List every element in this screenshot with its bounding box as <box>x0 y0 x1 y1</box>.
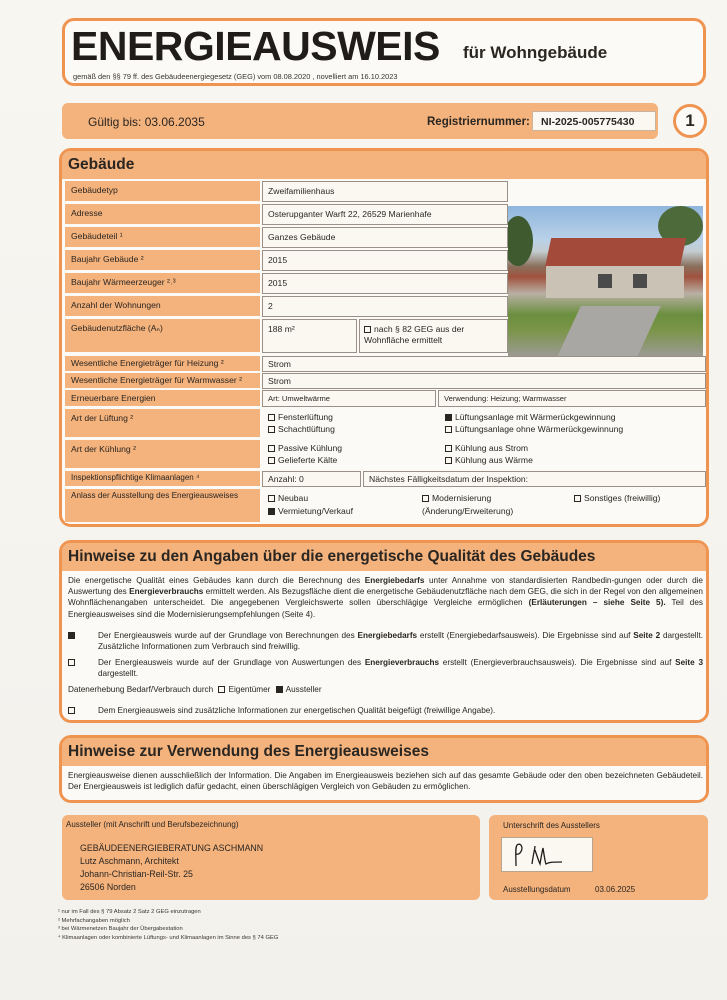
row-cooling <box>65 440 706 469</box>
issue-date: 03.06.2025 <box>595 885 636 894</box>
issuer-label: Aussteller (mit Anschrift und Berufsbezeichnung) <box>66 820 239 829</box>
row-usable-area <box>65 319 508 353</box>
hotwater-carrier-value: Strom <box>262 373 706 389</box>
document-subtitle: für Wohngebäude <box>463 43 608 62</box>
heater-year-label: Baujahr Wärmeerzeuger ²˒³ <box>65 273 260 294</box>
usage-notes-section <box>59 735 709 803</box>
apartments-label: Anzahl der Wohnungen <box>65 296 260 317</box>
owner-label: Eigentümer <box>228 685 271 694</box>
cooling-label: Art der Kühlung ² <box>65 440 260 469</box>
renewables-type: Art: Umweltwärme <box>262 390 436 407</box>
building-part-value: Ganzes Gebäude <box>262 227 508 248</box>
issuer-label: Aussteller <box>285 685 322 694</box>
heating-carrier-label: Wesentliche Energieträger für Heizung ² <box>65 356 260 372</box>
address-label: Adresse <box>65 204 260 225</box>
issue-date-label: Ausstellungsdatum <box>503 885 571 894</box>
issuer-company: GEBÄUDEENERGIEBERATUNG ASCHMANN <box>80 843 264 853</box>
usage-notes-text: Energieausweise dienen ausschließlich der Information. Die Angaben im Energieausweis beziehen sich auf das gesamte Gebäude oder den oben bezeichneten Gebäudeteil. Der Energieausweis ist lediglich dafür gedacht, einen überschlägigen Vergleich von Gebäuden zu ermöglichen. <box>68 771 703 792</box>
usable-area-method <box>359 319 508 353</box>
apartments-value: 2 <box>262 296 508 317</box>
footnote-3: ³ bei Wärmenetzen Baujahr der Übergabestation <box>58 926 183 933</box>
row-renewables <box>65 390 706 407</box>
issuer-name: Lutz Aschmann, Architekt <box>80 856 179 866</box>
additional-info-checkbox[interactable] <box>68 707 75 714</box>
vent-option-shaft[interactable]: Schachtlüftung <box>268 424 335 434</box>
footnote-1: ¹ nur im Fall des § 79 Absatz 2 Satz 2 GEG einzutragen <box>58 909 201 915</box>
reason-new-build[interactable]: Neubau <box>268 493 308 503</box>
cool-option-passive[interactable]: Passive Kühlung <box>268 443 342 453</box>
renewables-use: Verwendung: Heizung; Warmwasser <box>438 390 706 407</box>
ventilation-label: Art der Lüftung ² <box>65 409 260 438</box>
legal-basis: gemäß den §§ 79 ff. des Gebäudeenergiegesetz (GEG) vom 08.08.2020 , novelliert am 16.10.2023 <box>73 72 398 81</box>
reason-modernization[interactable]: Modernisierung <box>422 493 491 503</box>
energy-quality-notes-section: Hinweise zu den Angaben über die energetische Qualität des Gebäudes Die energetische Qualität eines Gebäudes kann durch die Berechnung des Energiebedarfs unter Annahme von standardisierten Randbedin-gungen oder durch die Auswertung des Energieverbrauchs ermittelt werden. Als Bezugsfläche dient die energetische Gebäudenutzfläche nach dem GEG, die sich in der Regel von den allgemeinen Wohnflächenangaben unterscheidet. Die angegebenen Vergleichswerte sollen überschlägige Vergleiche ermöglichen (Erläuterungen – siehe Seite 5). Teil des Energieausweises sind die Modernisierungsempfehlungen (Seite 4). Der Energieausweis wurde auf der Grundlage von Berechnungen des Energiebedarfs erstellt (Energiebedarfsausweis). Die Ergebnisse sind auf Seite 2 dargestellt. Zusätzliche Informationen zum Verbrauch sind freiwillig. Der Energieausweis wurde auf der Grundlage von Auswertungen des Energieverbrauchs erstellt (Energieverbrauchsausweis). Die Ergebnisse sind auf Seite 3 dargestellt. Datenerhebung Bedarf/Verbrauch durch Eigentümer Aussteller Dem Energieausweis sind zusätzliche Informationen zur energetischen Qualität beigefügt (freiwillige Angabe). <box>59 540 709 723</box>
registration-label: Registriernummer: <box>427 116 530 128</box>
registration-number: NI-2025-005775430 <box>532 111 656 131</box>
document-title: ENERGIEAUSWEIS <box>71 23 440 69</box>
reason-other[interactable]: Sonstiges (freiwillig) <box>574 493 660 503</box>
construction-year-value: 2015 <box>262 250 508 271</box>
issue-reason-label: Anlass der Ausstellung des Energieausweises <box>65 489 260 523</box>
area-method-text: nach § 82 GEG aus der Wohnfläche ermittelt <box>364 324 465 345</box>
reason-rent-sale[interactable]: Vermietung/Verkauf <box>268 506 353 516</box>
row-apartments <box>65 296 508 317</box>
vent-option-heat-recovery[interactable]: Lüftungsanlage mit Wärmerückgewinnung <box>445 412 616 422</box>
cool-option-heat[interactable]: Kühlung aus Wärme <box>445 455 533 465</box>
vent-option-no-recovery[interactable]: Lüftungsanlage ohne Wärmerückgewinnung <box>445 424 623 434</box>
owner-checkbox[interactable] <box>218 686 225 693</box>
ac-count: Anzahl: 0 <box>262 471 361 487</box>
cool-option-delivered[interactable]: Gelieferte Kälte <box>268 455 337 465</box>
heater-year-value: 2015 <box>262 273 508 294</box>
issuer-city: 26506 Norden <box>80 882 136 892</box>
data-collection-row <box>68 684 322 695</box>
construction-year-label: Baujahr Gebäude ² <box>65 250 260 271</box>
demand-based-checkbox[interactable] <box>68 632 75 639</box>
row-issue-reason <box>65 489 706 523</box>
cool-option-electric[interactable]: Kühlung aus Strom <box>445 443 528 453</box>
issuer-box <box>62 815 480 900</box>
row-construction-year <box>65 250 508 271</box>
handwritten-signature <box>502 838 594 873</box>
row-building-type <box>65 181 508 202</box>
signature-box <box>489 815 708 900</box>
building-type-label: Gebäudetyp <box>65 181 260 202</box>
row-air-conditioning <box>65 471 706 487</box>
energy-quality-notes-heading: Hinweise zu den Angaben über die energetische Qualität des Gebäudes <box>62 543 706 571</box>
usage-notes-heading: Hinweise zur Verwendung des Energieausweises <box>62 738 706 766</box>
row-building-part <box>65 227 508 248</box>
hotwater-carrier-label: Wesentliche Energieträger für Warmwasser ² <box>65 373 260 389</box>
consumption-based-checkbox[interactable] <box>68 659 75 666</box>
building-part-label: Gebäudeteil ¹ <box>65 227 260 248</box>
renewables-label: Erneuerbare Energien <box>65 390 260 407</box>
issuer-checkbox[interactable] <box>276 686 283 693</box>
energy-quality-intro: Die energetische Qualität eines Gebäudes kann durch die Berechnung des Energiebedarfs unter Annahme von standardisierten Randbedin-gungen oder durch die Auswertung des Energieverbrauchs ermittelt werden. Als Bezugsfläche dient die energetische Gebäudenutzfläche nach dem GEG, die sich in der Regel von den allgemeinen Wohnflächenangaben unterscheidet. Die angegebenen Vergleichswerte sollen überschlägige Vergleiche ermöglichen (Erläuterungen – siehe Seite 5). Teil des Energieausweises sind die Modernisierungsempfehlungen (Seite 4). <box>68 576 704 619</box>
row-hotwater-carrier <box>65 373 706 389</box>
heating-carrier-value: Strom <box>262 356 706 372</box>
footnote-2: ² Mehrfachangaben möglich <box>58 917 130 924</box>
building-type-value: Zweifamilienhaus <box>262 181 508 202</box>
validity-bar <box>62 103 658 139</box>
row-heater-year <box>65 273 508 294</box>
reason-modernization-note: (Änderung/Erweiterung) <box>422 506 514 516</box>
usable-area-label: Gebäudenutzfläche (Aₙ) <box>65 319 260 353</box>
footnote-4: ⁴ Klimaanlagen oder kombinierte Lüftungs- und Klimaanlagen im Sinne des § 74 GEG <box>58 934 279 941</box>
signature-label: Unterschrift des Ausstellers <box>503 821 600 830</box>
usable-area-value: 188 m² <box>262 319 357 353</box>
vent-option-window[interactable]: Fensterlüftung <box>268 412 333 422</box>
issuer-street: Johann-Christian-Reil-Str. 25 <box>80 869 193 879</box>
valid-until: Gültig bis: 03.06.2035 <box>88 115 205 129</box>
address-value: Osterupganter Warft 22, 26529 Marienhafe <box>262 204 508 225</box>
row-ventilation <box>65 409 706 438</box>
building-section <box>59 148 709 527</box>
signature-field <box>501 837 593 872</box>
data-collection-label: Datenerhebung Bedarf/Verbrauch durch <box>68 685 214 694</box>
footnotes <box>58 908 278 942</box>
ac-inspection-date: Nächstes Fälligkeitsdatum der Inspektion: <box>363 471 706 487</box>
page-number: 1 <box>673 104 707 138</box>
row-heating-carrier <box>65 356 706 372</box>
area-method-checkbox[interactable] <box>364 326 371 333</box>
building-heading: Gebäude <box>62 151 706 179</box>
building-photo <box>508 206 703 357</box>
ac-label: Inspektionspflichtige Klimaanlagen ⁴ <box>65 471 260 487</box>
row-address <box>65 204 508 225</box>
title-box <box>62 18 706 86</box>
